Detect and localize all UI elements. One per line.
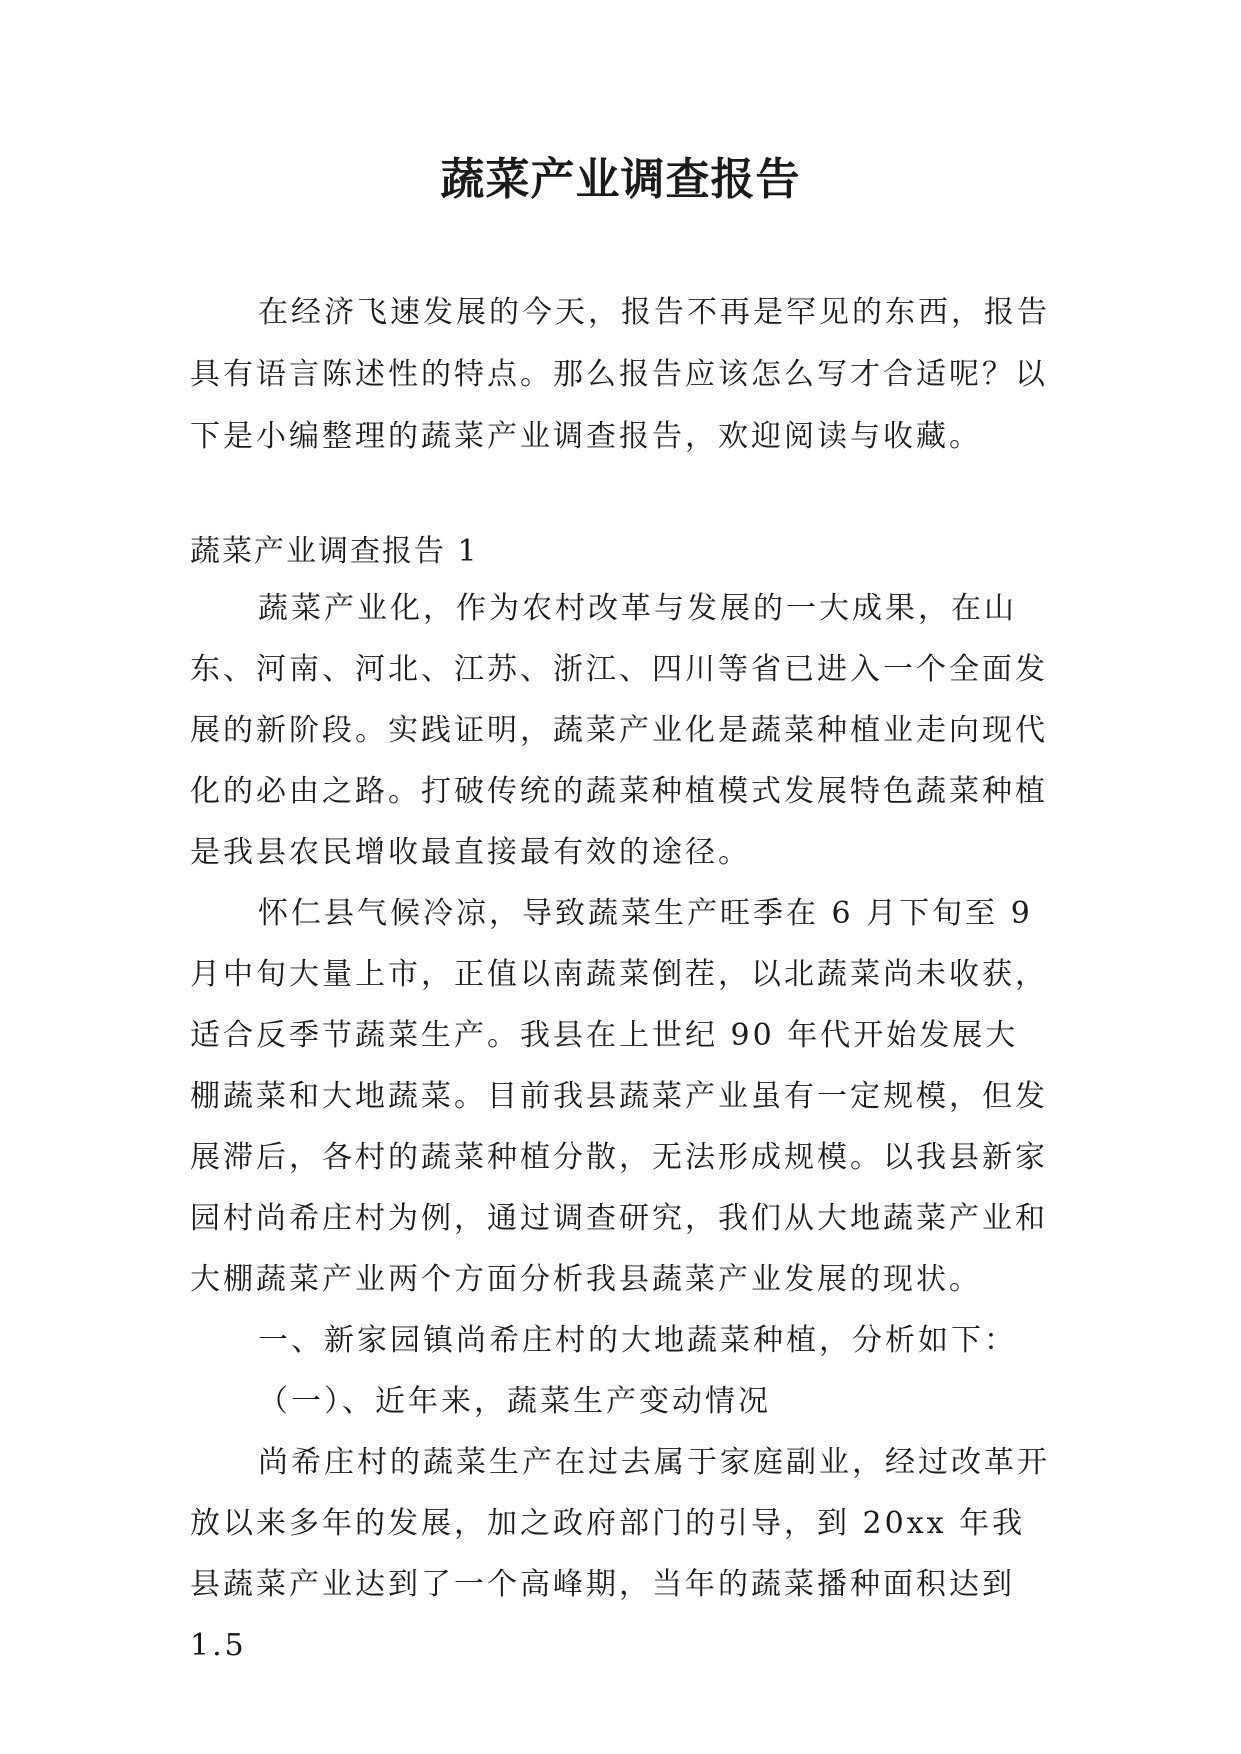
body-paragraph: 怀仁县气候冷凉，导致蔬菜生产旺季在 6 月下旬至 9 月中旬大量上市，正值以南蔬菜倒茬，以北蔬菜尚未收获，适合反季节蔬菜生产。我县在上世纪 90 年代开始发展大棚蔬菜和大地蔬菜。目前我县蔬菜产业虽有一定规模，但发展滞后，各村的蔬菜种植分散，无法形成规模。以我县新家园村尚希庄村为例，通过调查研究，我们从大地蔬菜产业和大棚蔬菜产业两个方面分析我县蔬菜产业发展的现状。: [190, 896, 1048, 1297]
document-title: 蔬菜产业调查报告: [440, 154, 801, 205]
body-paragraph: （一）、近年来，蔬菜生产变动情况: [258, 1384, 771, 1419]
body-paragraph: 一、新家园镇尚希庄村的大地蔬菜种植，分析如下：: [258, 1323, 1017, 1358]
body-paragraph: 蔬菜产业化，作为农村改革与发展的一大成果，在山东、河南、河北、江苏、浙江、四川等省已进入一个全面发展的新阶段。实践证明，蔬菜产业化是蔬菜种植业走向现代化的必由之路。打破传统的蔬菜种植模式发展特色蔬菜种植是我县农民增收最直接最有效的途径。: [190, 591, 1048, 870]
section-title: 蔬菜产业调查报告 1: [190, 534, 479, 569]
section-content: [190, 578, 1050, 1676]
intro-paragraph: 在经济飞速发展的今天，报告不再是罕见的东西，报告具有语言陈述性的特点。那么报告应该怎么写才合适呢？以下是小编整理的蔬菜产业调查报告，欢迎阅读与收藏。: [190, 295, 1050, 454]
body-paragraph: 尚希庄村的蔬菜生产在过去属于家庭副业，经过改革开放以来多年的发展，加之政府部门的引导，到 20xx 年我县蔬菜产业达到了一个高峰期，当年的蔬菜播种面积达到 1.5: [190, 1445, 1050, 1663]
